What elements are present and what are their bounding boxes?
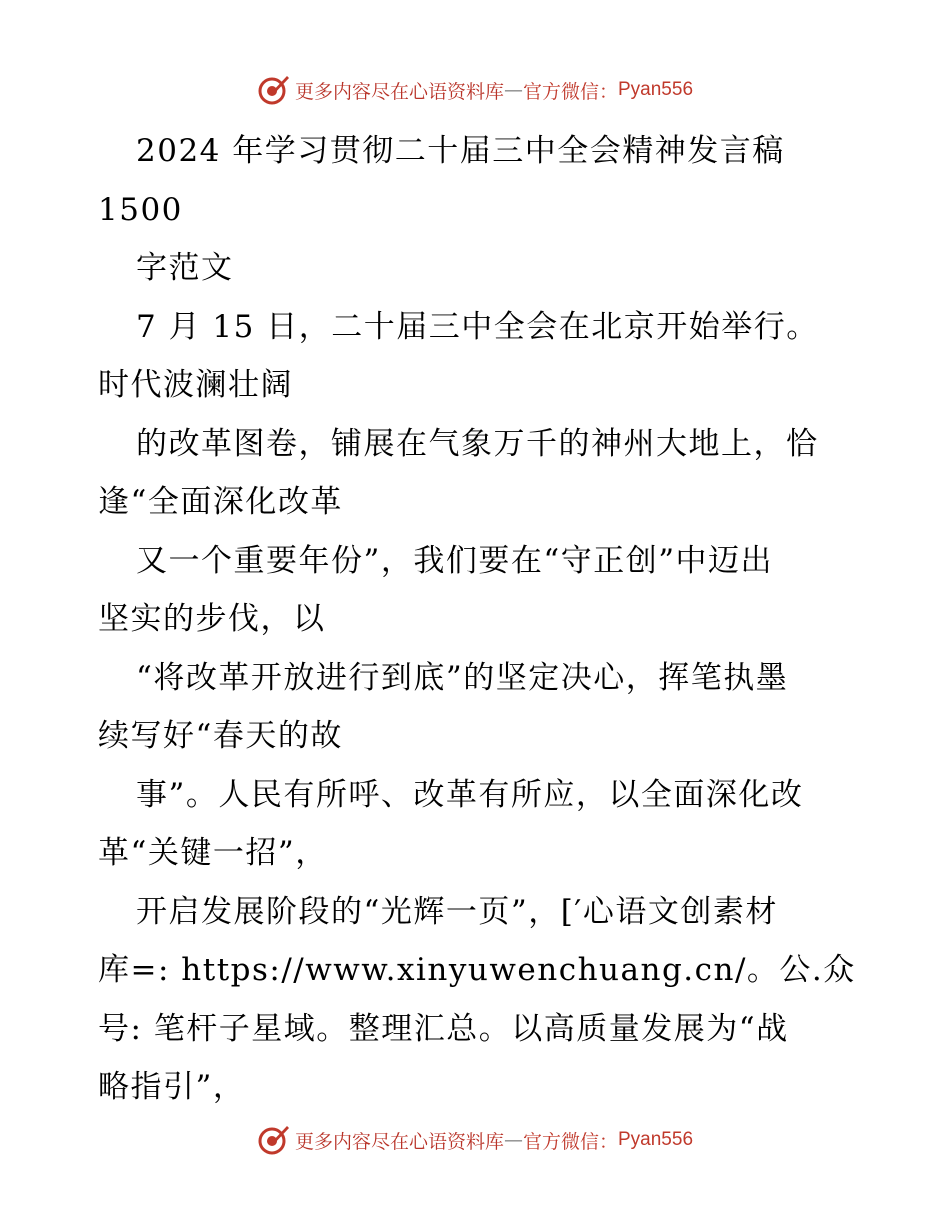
banner-dash: — xyxy=(503,79,523,101)
doc-line: 略指引”， xyxy=(98,1069,246,1105)
banner-wechat-id: Pyan556 xyxy=(618,1129,694,1150)
doc-line: 事”。人民有所呼、改革有所应，以全面深化改 xyxy=(136,776,804,813)
doc-line: 续写好“春天的故 xyxy=(98,718,343,754)
doc-line: 又一个重要年份”，我们要在“守正创”中迈出 xyxy=(136,542,774,579)
doc-line-title-3: 字范文 xyxy=(136,250,234,286)
doc-line: “将改革开放进行到底”的坚定决心，挥笔执墨 xyxy=(136,659,789,696)
banner-text-main: 更多内容尽在心语资料库 xyxy=(294,80,504,103)
doc-line: 坚实的步伐，以 xyxy=(98,601,326,637)
doc-line: 革“关键一招”， xyxy=(98,835,328,871)
banner-dash: — xyxy=(503,1129,523,1151)
doc-line: 号: 笔杆子星域。整理汇总。以高质量发展为“战 xyxy=(98,1010,789,1047)
doc-line: 开启发展阶段的“光辉一页”，[′心语文创素材 xyxy=(136,893,778,930)
doc-line: 时代波澜壮阔 xyxy=(98,367,293,403)
banner-wechat-id: Pyan556 xyxy=(618,79,694,100)
document-body xyxy=(98,122,858,1117)
footer-banner xyxy=(0,1120,950,1160)
header-banner xyxy=(0,70,950,110)
quill-logo-icon xyxy=(257,73,291,107)
doc-line: 逢“全面深化改革 xyxy=(98,484,343,520)
banner-text-main: 更多内容尽在心语资料库 xyxy=(294,1130,504,1153)
quill-logo-icon xyxy=(257,1123,291,1157)
doc-line: 7 月 15 日，二十届三中全会在北京开始举行。 xyxy=(136,308,819,345)
doc-line-title-2: 1500 xyxy=(98,191,183,228)
doc-line-title-1: 2024 年学习贯彻二十届三中全会精神发言稿 xyxy=(136,133,785,169)
doc-line: 库=: https://www.xinyuwenchuang.cn/。公.众 xyxy=(98,952,856,988)
doc-line: 的改革图卷，铺展在气象万千的神州大地上，恰 xyxy=(136,425,819,462)
banner-official-label: 官方微信： xyxy=(522,80,618,103)
banner-official-label: 官方微信： xyxy=(522,1130,618,1153)
